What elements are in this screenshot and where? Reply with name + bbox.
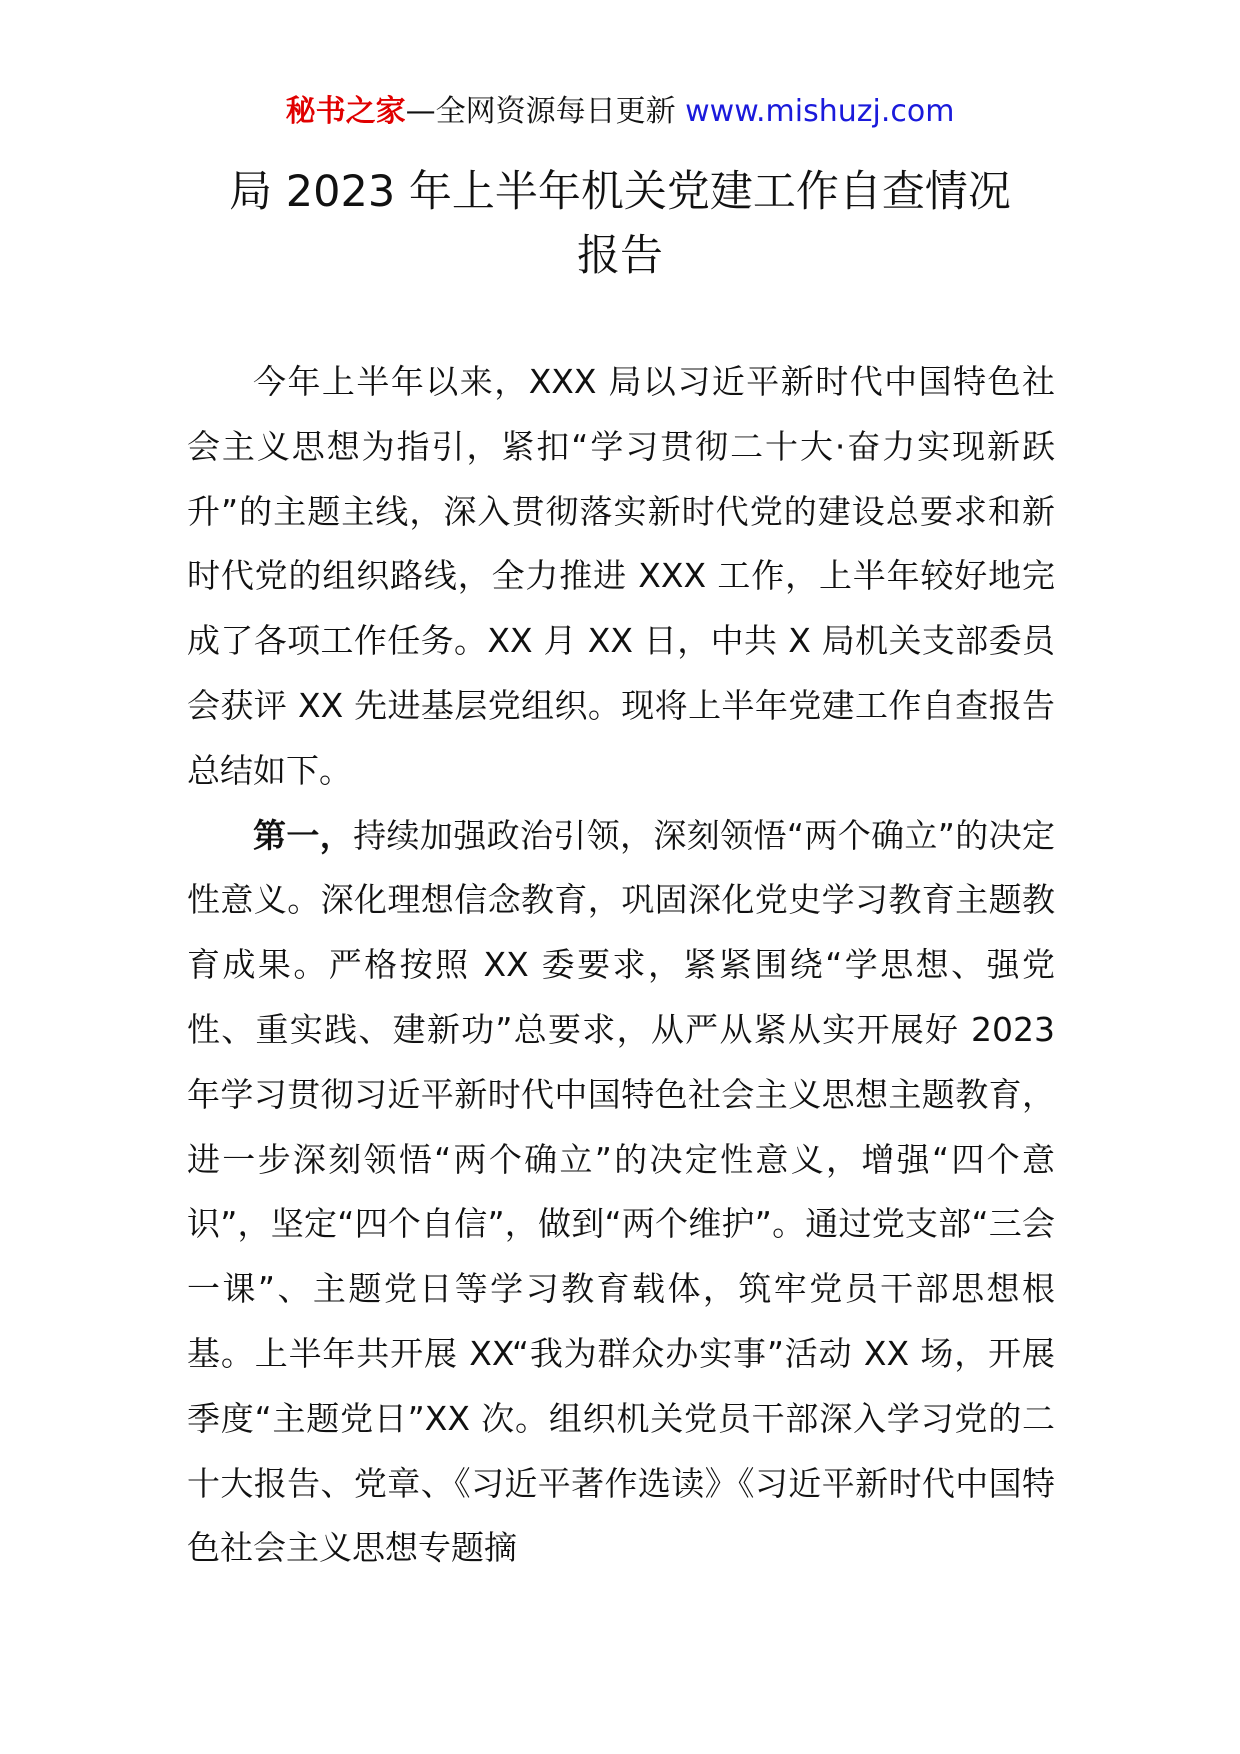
paragraph-intro-text: 今年上半年以来，XXX 局以习近平新时代中国特色社会主义思想为指引，紧扣“学习贯彻二十大·奋力实现新跃升”的主题主线，深入贯彻落实新时代党的建设总要求和新时代党的组织路线，全力推进 XXX 工作，上半年较好地完成了各项工作任务。XX 月 XX 日，中共 X 局机关支部委员会获评 XX 先进基层党组织。现将上半年党建工作自查报告总结如下。 [187,362,1055,790]
brand-name: 秘书之家 [285,94,406,129]
paragraph-section-1 [187,804,1055,1582]
site-url-link[interactable]: www.mishuzj.com [685,94,955,129]
site-banner [0,92,1240,132]
document-title [0,160,1240,288]
document-body [187,350,1055,1581]
title-line-1: 局 2023 年上半年机关党建工作自查情况 [229,167,1011,217]
title-line-2: 报告 [577,231,663,281]
section-1-lead: 第一， [253,815,354,855]
banner-slogan: —全网资源每日更新 [405,94,686,129]
paragraph-intro [187,350,1055,804]
section-1-text: 持续加强政治引领，深刻领悟“两个确立”的决定性意义。深化理想信念教育，巩固深化党史学习教育主题教育成果。严格按照 XX 委要求，紧紧围绕“学思想、强党性、重实践、建新功”总要求，从严从紧从实开展好 2023 年学习贯彻习近平新时代中国特色社会主义思想主题教育，进一步深刻领悟“两个确立”的决定性意义，增强“四个意识”，坚定“四个自信”，做到“两个维护”。通过党支部“三会一课”、主题党日等学习教育载体，筑牢党员干部思想根基。上半年共开展 XX“我为群众办实事”活动 XX 场，开展季度“主题党日”XX 次。组织机关党员干部深入学习党的二十大报告、党章、《习近平著作选读》《习近平新时代中国特色社会主义思想专题摘 [187,815,1055,1568]
